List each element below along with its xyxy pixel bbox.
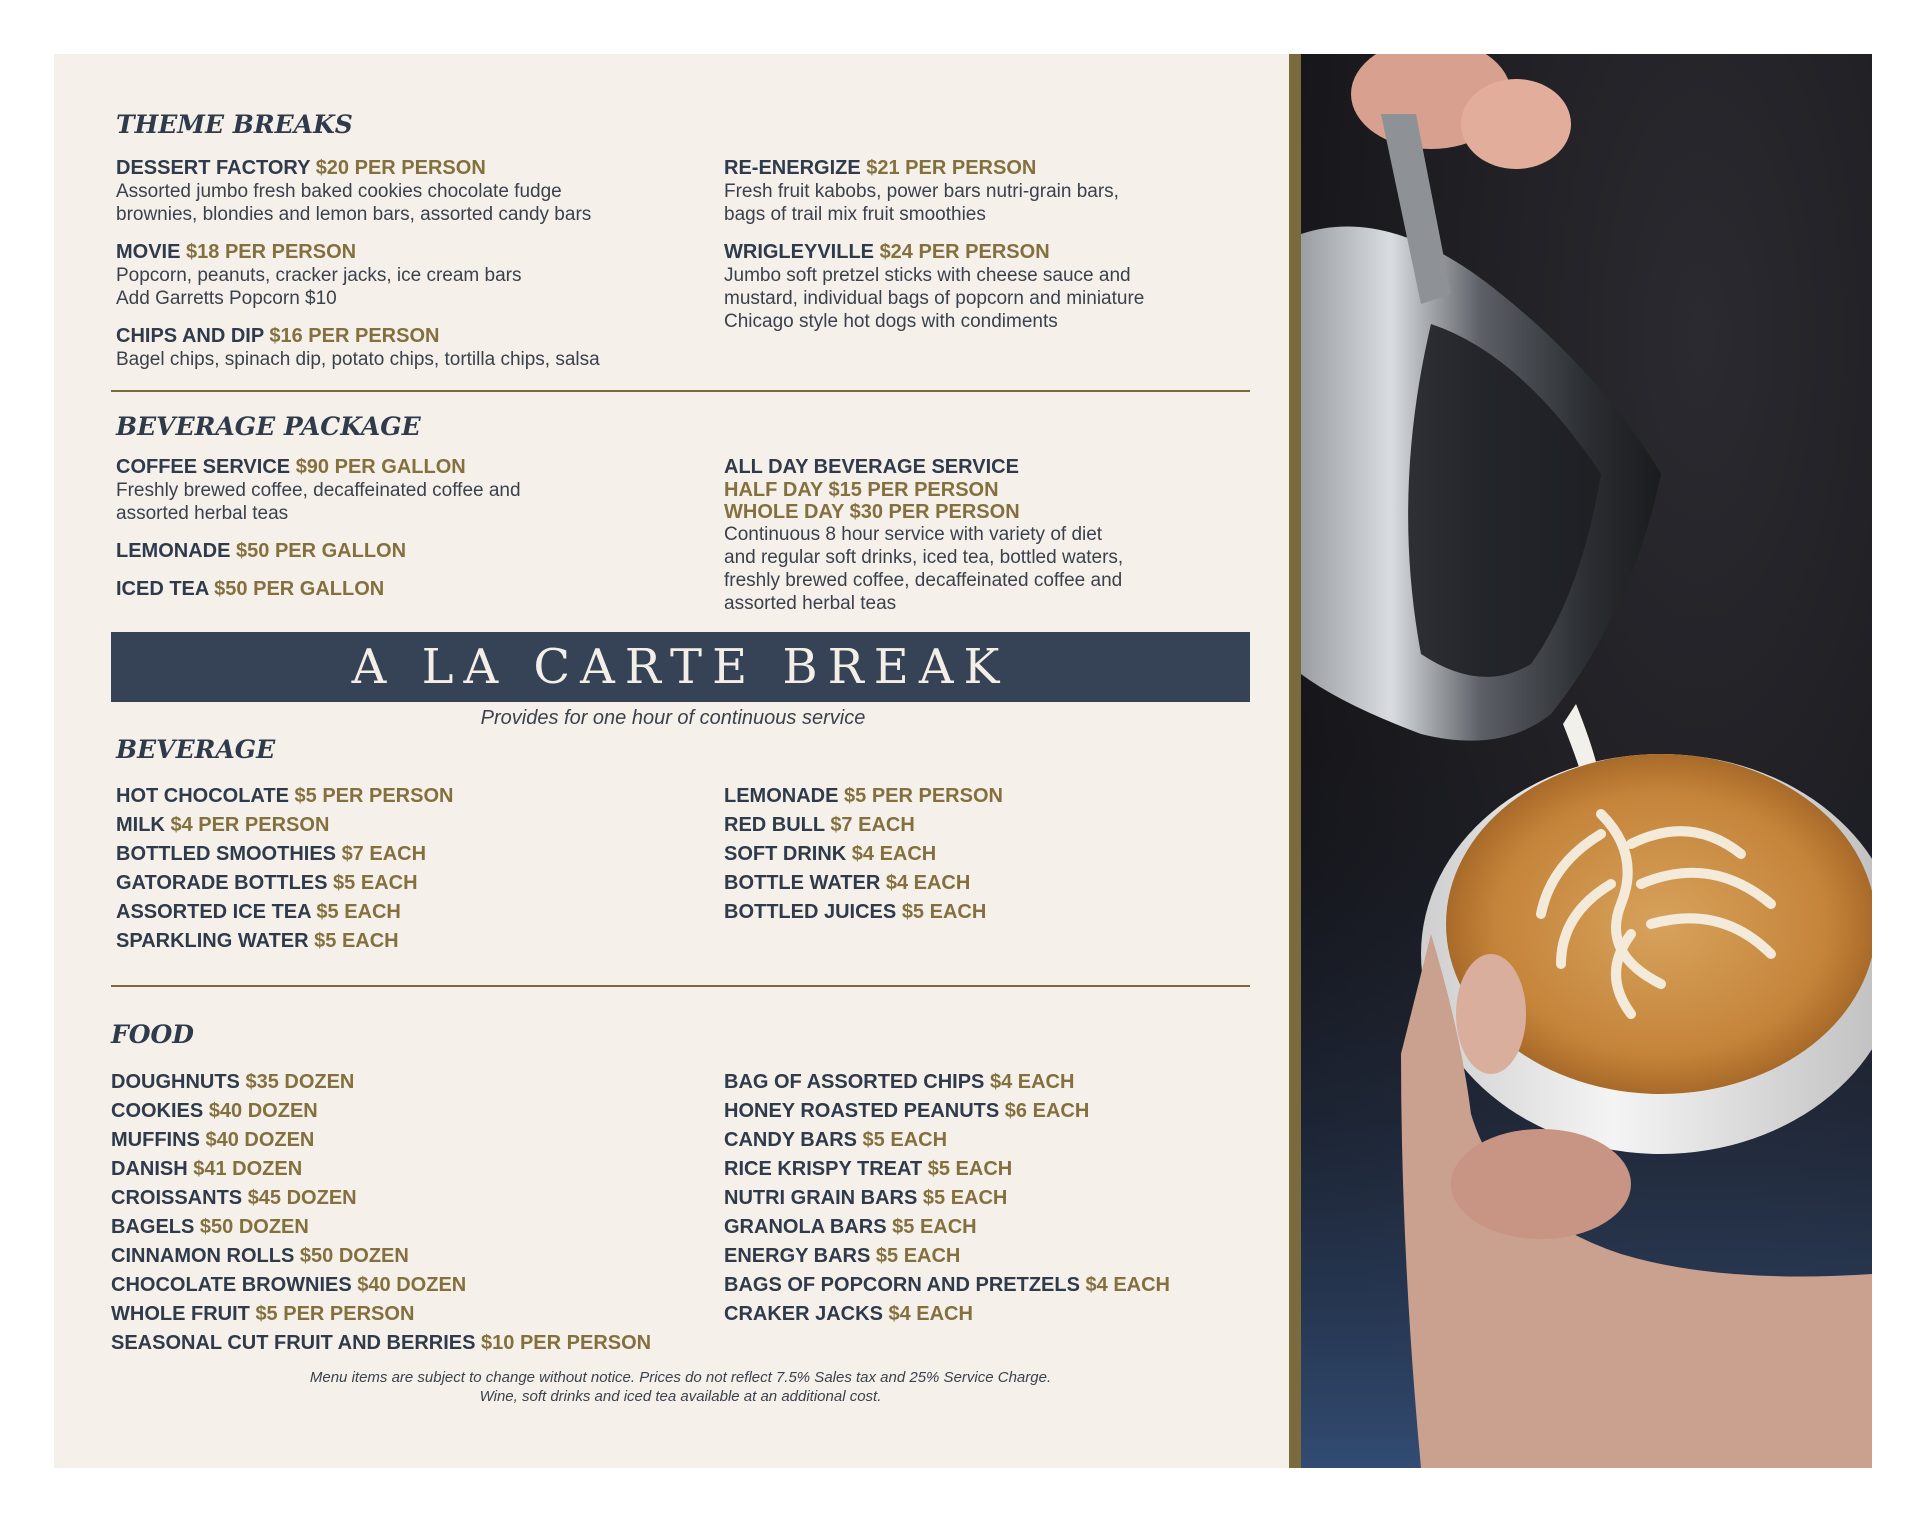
menu-item (724, 156, 1244, 226)
item-name: BOTTLED SMOOTHIES (116, 843, 336, 865)
item-name: ALL DAY BEVERAGE SERVICE (724, 456, 1019, 478)
item-price: $5 EACH (922, 1187, 1008, 1209)
item-description: Jumbo soft pretzel sticks with cheese sauce and (724, 265, 1131, 286)
item-price: $5 EACH (892, 1216, 977, 1238)
item-description: assorted herbal teas (116, 503, 289, 524)
item-description: Continuous 8 hour service with variety of diet (724, 524, 1103, 545)
item-price: $50 PER GALLON (214, 578, 385, 600)
item-name: SEASONAL CUT FRUIT AND BERRIES (111, 1332, 476, 1354)
item-price: $50 PER GALLON (236, 540, 407, 562)
list-item (724, 1128, 1170, 1152)
theme-breaks-left-column (116, 156, 706, 371)
list-item (116, 784, 453, 808)
item-name: LEMONADE (724, 785, 839, 807)
item-name: CHIPS AND DIP (116, 325, 264, 347)
item-name: WHOLE FRUIT (111, 1303, 250, 1325)
list-item (724, 871, 1003, 895)
half-day-price: HALF DAY $15 PER PERSON (724, 479, 999, 501)
latte-art-photo (1301, 54, 1872, 1468)
item-name: HOT CHOCOLATE (116, 785, 289, 807)
item-price: $4 EACH (888, 1303, 973, 1325)
item-description: freshly brewed coffee, decaffeinated coffee and (724, 570, 1123, 591)
item-name: CANDY BARS (724, 1129, 857, 1151)
item-price: $45 DOZEN (247, 1187, 357, 1209)
item-description: Bagel chips, spinach dip, potato chips, tortilla chips, salsa (116, 349, 600, 370)
banner-subtitle: Provides for one hour of continuous service (480, 707, 866, 729)
item-description: Popcorn, peanuts, cracker jacks, ice cream bars (116, 265, 522, 286)
item-name: GRANOLA BARS (724, 1216, 887, 1238)
gold-divider-bar (1289, 54, 1301, 1468)
list-item (724, 1070, 1170, 1094)
item-price: $40 DOZEN (208, 1100, 318, 1122)
item-price: $7 EACH (830, 814, 915, 836)
item-name: COOKIES (111, 1100, 204, 1122)
item-price: $4 EACH (1085, 1274, 1170, 1296)
item-price: $90 PER GALLON (295, 456, 466, 478)
item-name: MILK (116, 814, 165, 836)
item-name: RICE KRISPY TREAT (724, 1158, 923, 1180)
item-description: Fresh fruit kabobs, power bars nutri-grain bars, (724, 181, 1119, 202)
list-item (111, 1128, 651, 1152)
item-description: brownies, blondies and lemon bars, assorted candy bars (116, 204, 592, 225)
item-name: ICED TEA (116, 578, 209, 600)
item-name: MOVIE (116, 241, 181, 263)
item-price: $41 DOZEN (193, 1158, 303, 1180)
item-price: $5 EACH (333, 872, 418, 894)
menu-item (116, 324, 706, 371)
item-description: assorted herbal teas (724, 593, 897, 614)
item-price: $50 DOZEN (299, 1245, 409, 1267)
latte-pour-illustration (1301, 54, 1872, 1468)
item-name: GATORADE BOTTLES (116, 872, 328, 894)
item-name: BOTTLE WATER (724, 872, 881, 894)
item-price: $21 PER PERSON (866, 157, 1037, 179)
list-item (724, 1157, 1170, 1181)
item-name: ASSORTED ICE TEA (116, 901, 311, 923)
food-right-list (724, 1070, 1170, 1331)
whole-day-price: WHOLE DAY $30 PER PERSON (724, 501, 1020, 523)
item-name: DOUGHNUTS (111, 1071, 240, 1093)
menu-item (116, 156, 706, 226)
list-item (116, 813, 453, 837)
item-price: $4 EACH (989, 1071, 1075, 1093)
item-name: SOFT DRINK (724, 843, 847, 865)
list-item (111, 1273, 651, 1297)
item-price: $50 DOZEN (199, 1216, 309, 1238)
item-price: $24 PER PERSON (879, 241, 1050, 263)
list-item (111, 1215, 651, 1239)
item-price: $5 EACH (314, 930, 399, 952)
list-item (116, 871, 453, 895)
item-price: $4 PER PERSON (170, 814, 330, 836)
item-name: ENERGY BARS (724, 1245, 871, 1267)
item-name: BAGS OF POPCORN AND PRETZELS (724, 1274, 1080, 1296)
list-item (724, 1186, 1170, 1210)
item-price: $40 DOZEN (357, 1274, 467, 1296)
item-name: DESSERT FACTORY (116, 157, 311, 179)
list-item (111, 1070, 651, 1094)
footer-note (111, 1368, 1250, 1406)
beverage-right-list (724, 784, 1003, 929)
footer-line: Menu items are subject to change without notice. Prices do not reflect 7.5% Sales tax and 25% Service Charge. (309, 1369, 1052, 1386)
item-name: MUFFINS (111, 1129, 200, 1151)
list-item (111, 1302, 651, 1326)
item-price: $5 PER PERSON (294, 785, 454, 807)
item-description: mustard, individual bags of popcorn and miniature (724, 288, 1145, 309)
item-name: WRIGLEYVILLE (724, 241, 874, 263)
beverage-package-title: BEVERAGE PACKAGE (116, 412, 421, 441)
item-description: Chicago style hot dogs with condiments (724, 311, 1058, 332)
menu-item (724, 240, 1244, 333)
item-name: BAG OF ASSORTED CHIPS (724, 1071, 985, 1093)
item-price: $4 EACH (851, 843, 937, 865)
list-item (724, 1273, 1170, 1297)
item-name: CRAKER JACKS (724, 1303, 883, 1325)
item-name: COFFEE SERVICE (116, 456, 291, 478)
list-item (724, 1302, 1170, 1326)
all-day-beverage-service (724, 455, 1244, 615)
list-item (111, 1244, 651, 1268)
section-divider (111, 390, 1250, 392)
item-description: Add Garretts Popcorn $10 (116, 288, 337, 309)
item-price: $5 EACH (875, 1245, 961, 1267)
item-price: $16 PER PERSON (269, 325, 440, 347)
theme-breaks-title: THEME BREAKS (116, 110, 353, 139)
item-price: $18 PER PERSON (186, 241, 357, 263)
item-name: RE-ENERGIZE (724, 157, 861, 179)
list-item (724, 813, 1003, 837)
item-price: $7 EACH (341, 843, 427, 865)
section-divider (111, 985, 1250, 987)
menu-item (116, 240, 706, 310)
item-name: CINNAMON ROLLS (111, 1245, 295, 1267)
menu-item (116, 577, 706, 601)
item-price: $5 EACH (927, 1158, 1013, 1180)
list-item (724, 842, 1003, 866)
item-price: $5 EACH (862, 1129, 948, 1151)
item-name: DANISH (111, 1158, 188, 1180)
item-price: $40 DOZEN (205, 1129, 315, 1151)
item-name: HONEY ROASTED PEANUTS (724, 1100, 1000, 1122)
list-item (724, 784, 1003, 808)
item-name: RED BULL (724, 814, 825, 836)
food-left-list (111, 1070, 651, 1360)
list-item (724, 900, 1003, 924)
footer-line: Wine, soft drinks and iced tea available at an additional cost. (479, 1388, 882, 1405)
item-description: Freshly brewed coffee, decaffeinated coffee and (116, 480, 521, 501)
list-item (724, 1244, 1170, 1268)
a-la-carte-banner: A LA CARTE BREAK (111, 632, 1250, 702)
list-item (111, 1331, 651, 1355)
list-item (724, 1215, 1170, 1239)
item-price: $5 PER PERSON (844, 785, 1003, 807)
item-name: BOTTLED JUICES (724, 901, 897, 923)
item-name: NUTRI GRAIN BARS (724, 1187, 918, 1209)
item-price: $5 EACH (901, 901, 987, 923)
beverage-package-left-column (116, 455, 706, 601)
beverage-title: BEVERAGE (116, 735, 276, 764)
item-description: bags of trail mix fruit smoothies (724, 204, 986, 225)
item-name: CHOCOLATE BROWNIES (111, 1274, 352, 1296)
item-price: $5 PER PERSON (255, 1303, 415, 1325)
list-item (724, 1099, 1170, 1123)
beverage-left-list (116, 784, 453, 958)
item-name: LEMONADE (116, 540, 231, 562)
item-price: $6 EACH (1004, 1100, 1090, 1122)
list-item (111, 1186, 651, 1210)
item-name: BAGELS (111, 1216, 195, 1238)
menu-item (116, 455, 706, 525)
menu-item (116, 539, 706, 563)
list-item (111, 1099, 651, 1123)
item-price: $5 EACH (316, 901, 401, 923)
list-item (116, 929, 453, 953)
item-price: $4 EACH (885, 872, 971, 894)
list-item (111, 1157, 651, 1181)
list-item (116, 900, 453, 924)
list-item (116, 842, 453, 866)
theme-breaks-right-column (724, 156, 1244, 333)
item-price: $20 PER PERSON (315, 157, 486, 179)
item-price: $10 PER PERSON (481, 1332, 652, 1354)
item-price: $35 DOZEN (245, 1071, 355, 1093)
item-description: and regular soft drinks, iced tea, bottled waters, (724, 547, 1124, 568)
item-name: SPARKLING WATER (116, 930, 309, 952)
item-name: CROISSANTS (111, 1187, 243, 1209)
item-description: Assorted jumbo fresh baked cookies chocolate fudge (116, 181, 562, 202)
food-title: FOOD (111, 1020, 194, 1049)
